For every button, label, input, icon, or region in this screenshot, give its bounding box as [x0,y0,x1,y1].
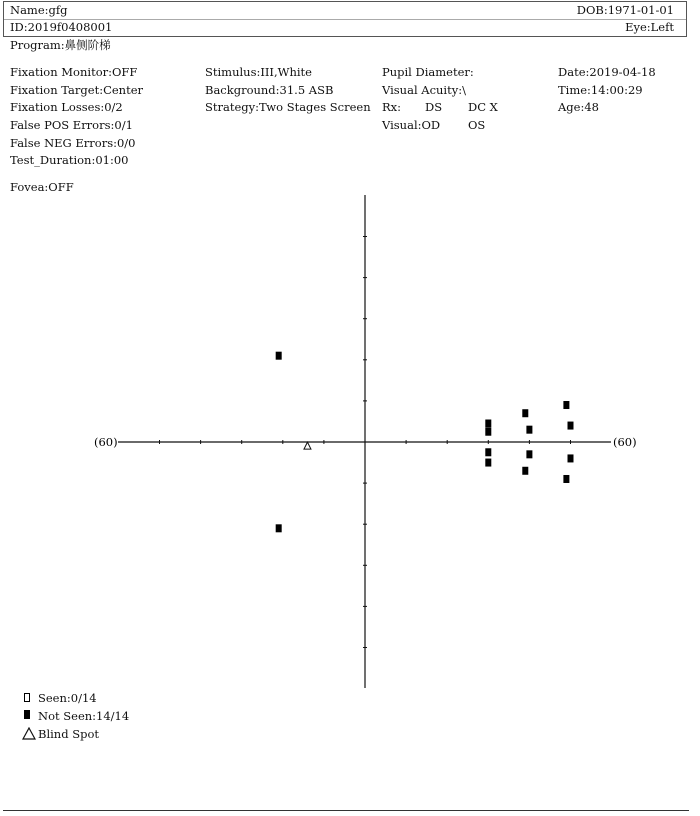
not-seen-point [276,524,282,532]
fixation-target: Fixation Target:Center [10,83,144,97]
patient-id: ID:2019f0408001 [10,20,113,34]
seen-legend-label: Seen:0/14 [38,691,97,705]
not-seen-point [485,448,491,456]
not-seen-legend-marker [24,710,30,719]
not-seen-point [276,352,282,360]
footer-rule [3,810,689,811]
not-seen-point [563,401,569,409]
right-axis-label: (60) [613,435,637,449]
not-seen-point [526,450,532,458]
pupil-diameter: Pupil Diameter: [382,65,474,79]
not-seen-point [563,475,569,483]
patient-dob: DOB:1971-01-01 [576,3,674,17]
not-seen-legend-label: Not Seen:14/14 [38,709,130,723]
eye-side: Eye:Left [625,20,674,34]
fixation-monitor: Fixation Monitor:OFF [10,65,138,79]
rx-dcx: DC X [468,100,498,114]
not-seen-point [522,467,528,475]
rx-label: Rx: [382,100,402,114]
visual-field-plot [0,180,700,692]
test-date: Date:2019-04-18 [558,65,656,79]
seen-legend-marker [24,693,30,702]
program-name: Program:鼻侧阶梯 [10,38,111,52]
not-seen-point [522,409,528,417]
left-axis-label: (60) [94,435,118,449]
not-seen-point [568,454,574,462]
not-seen-point [485,428,491,436]
patient-name: Name:gfg [10,3,68,17]
fixation-losses: Fixation Losses:0/2 [10,100,123,114]
not-seen-point [485,420,491,428]
false-pos-errors: False POS Errors:0/1 [10,118,133,132]
strategy: Strategy:Two Stages Screen [205,100,371,114]
blind-spot-legend-label: Blind Spot [38,727,100,741]
rx-ds: DS [425,100,443,114]
test-time: Time:14:00:29 [558,83,643,97]
visual-od: Visual:OD [382,118,441,132]
blind-spot-legend-icon [22,727,36,740]
fovea-status: Fovea:OFF [10,180,74,194]
not-seen-point [568,422,574,430]
background: Background:31.5 ASB [205,83,334,97]
false-neg-errors: False NEG Errors:0/0 [10,136,136,150]
stimulus: Stimulus:III,White [205,65,312,79]
visual-acuity: Visual Acuity:\ [382,83,466,97]
patient-age: Age:48 [558,100,599,114]
visual-os: OS [468,118,486,132]
not-seen-point [526,426,532,434]
not-seen-point [485,459,491,467]
blind-spot-marker [304,442,311,449]
test-duration: Test_Duration:01:00 [10,153,129,167]
